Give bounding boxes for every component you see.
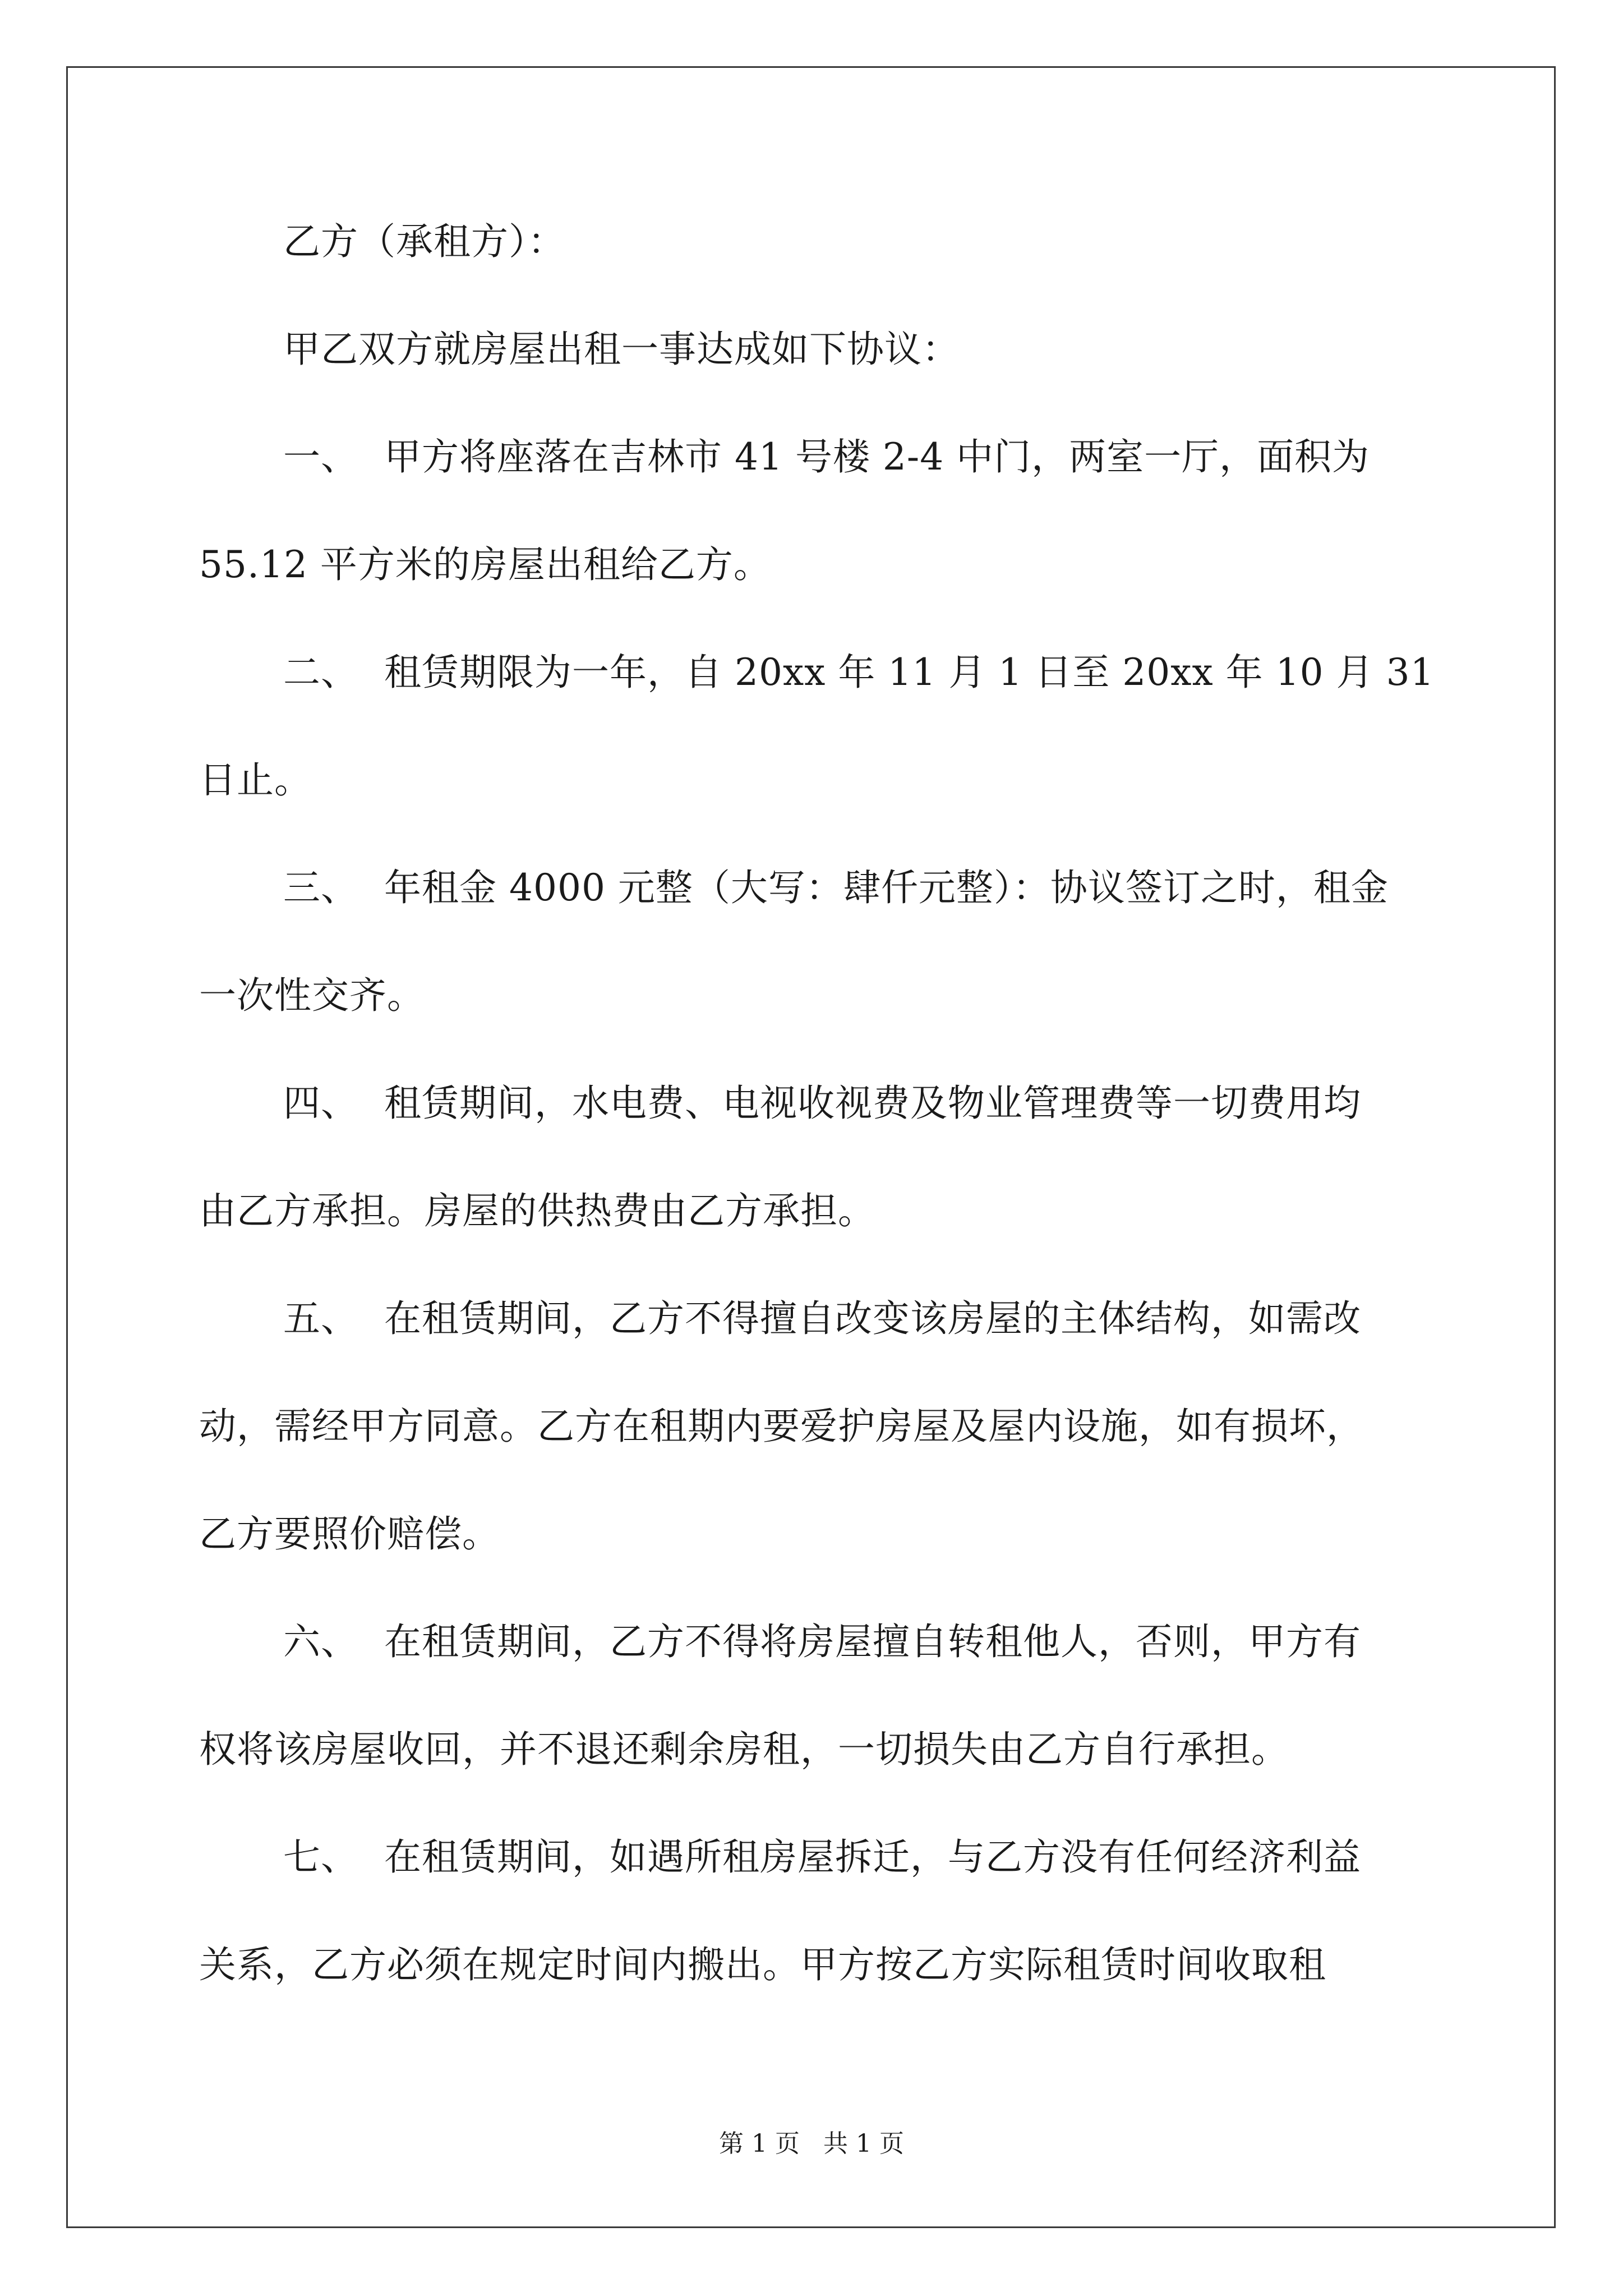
clause-3-line-1: 三、 年租金 4000 元整（大写：肆仟元整）：协议签订之时，租金 [283, 866, 1389, 909]
clause-3-line-2: 一次性交齐。 [199, 974, 425, 1017]
clause-5-line-3: 乙方要照价赔偿。 [199, 1512, 500, 1556]
clause-1-line-2: 55.12 平方米的房屋出租给乙方。 [199, 543, 771, 586]
clause-4-line-2: 由乙方承担。房屋的供热费由乙方承担。 [199, 1189, 875, 1232]
clause-1-line-1: 一、 甲方将座落在吉林市 41 号楼 2-4 中门，两室一厅，面积为 [283, 435, 1370, 478]
page-footer: 第 1 页 共 1 页 [719, 2129, 904, 2158]
clause-6-line-2: 权将该房屋收回，并不退还剩余房租，一切损失由乙方自行承担。 [199, 1728, 1289, 1771]
clause-7-line-1: 七、 在租赁期间，如遇所租房屋拆迁，与乙方没有任何经济利益 [283, 1835, 1361, 1879]
party-b-line: 乙方（承租方）： [283, 220, 565, 263]
agreement-intro: 甲乙双方就房屋出租一事达成如下协议： [283, 328, 960, 371]
clause-4-line-1: 四、 租赁期间，水电费、电视收视费及物业管理费等一切费用均 [283, 1082, 1361, 1125]
clause-7-line-2: 关系，乙方必须在规定时间内搬出。甲方按乙方实际租赁时间收取租 [199, 1943, 1326, 1986]
clause-2-line-1: 二、 租赁期限为一年，自 20xx 年 11 月 1 日至 20xx 年 10 月 31 [283, 651, 1435, 694]
clause-5-line-1: 五、 在租赁期间，乙方不得擅自改变该房屋的主体结构，如需改 [283, 1297, 1361, 1340]
clause-5-line-2: 动，需经甲方同意。乙方在租期内要爱护房屋及屋内设施，如有损坏， [199, 1405, 1364, 1448]
document-body [199, 220, 1435, 1986]
clause-2-line-2: 日止。 [199, 758, 312, 802]
clause-6-line-1: 六、 在租赁期间，乙方不得将房屋擅自转租他人，否则，甲方有 [283, 1620, 1361, 1663]
